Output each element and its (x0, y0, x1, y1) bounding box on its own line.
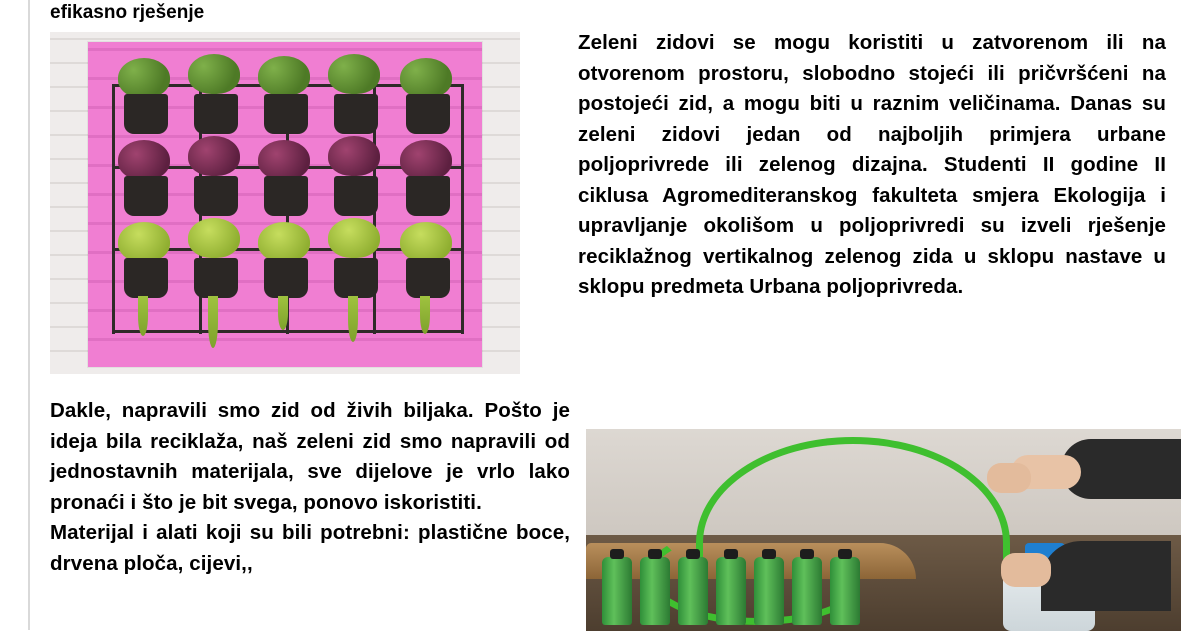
plant-wall-image (50, 32, 520, 374)
lower-left-text-block (50, 396, 570, 579)
article-heading-continuation: efikasno rješenje (50, 2, 205, 23)
person-hand (987, 463, 1031, 493)
person-hand-second (1001, 553, 1051, 587)
bottle-project-image (585, 428, 1182, 632)
paragraph: Dakle, napravili smo zid od živih biljaka. Pošto je ideja bila reciklaža, naš zeleni zid smo napravili od jednostavnih materijala, sve dijelove je vrlo lako pronaći i što je bit svega, ponovo iskoristiti. (50, 399, 570, 514)
right-column-paragraph: Zeleni zidovi se mogu koristiti u zatvorenom ili na otvorenom prostoru, slobodno stojeći ili pričvršćeni na postojeći zid, a mogu biti u raznim veličinama. Danas su zeleni zidovi jedan od najboljih primjera urbane poljoprivrede ili zelenog dizajna. Studenti II godine II ciklusa Agromediteranskog fakulteta smjera Ekologija i upravljanje okolišom u poljoprivredi su izveli rješenje reciklažnog vertikalnog zelenog zida u sklopu nastave u sklopu predmeta Urbana poljoprivreda. (578, 31, 1166, 298)
left-margin-rule (28, 0, 30, 630)
paragraph: Materijal i alati koji su bili potrebni: plastične boce, drvena ploča, cijevi,, (50, 521, 570, 575)
person-sleeve-lower (1041, 541, 1171, 611)
metal-grid-frame (112, 84, 464, 334)
